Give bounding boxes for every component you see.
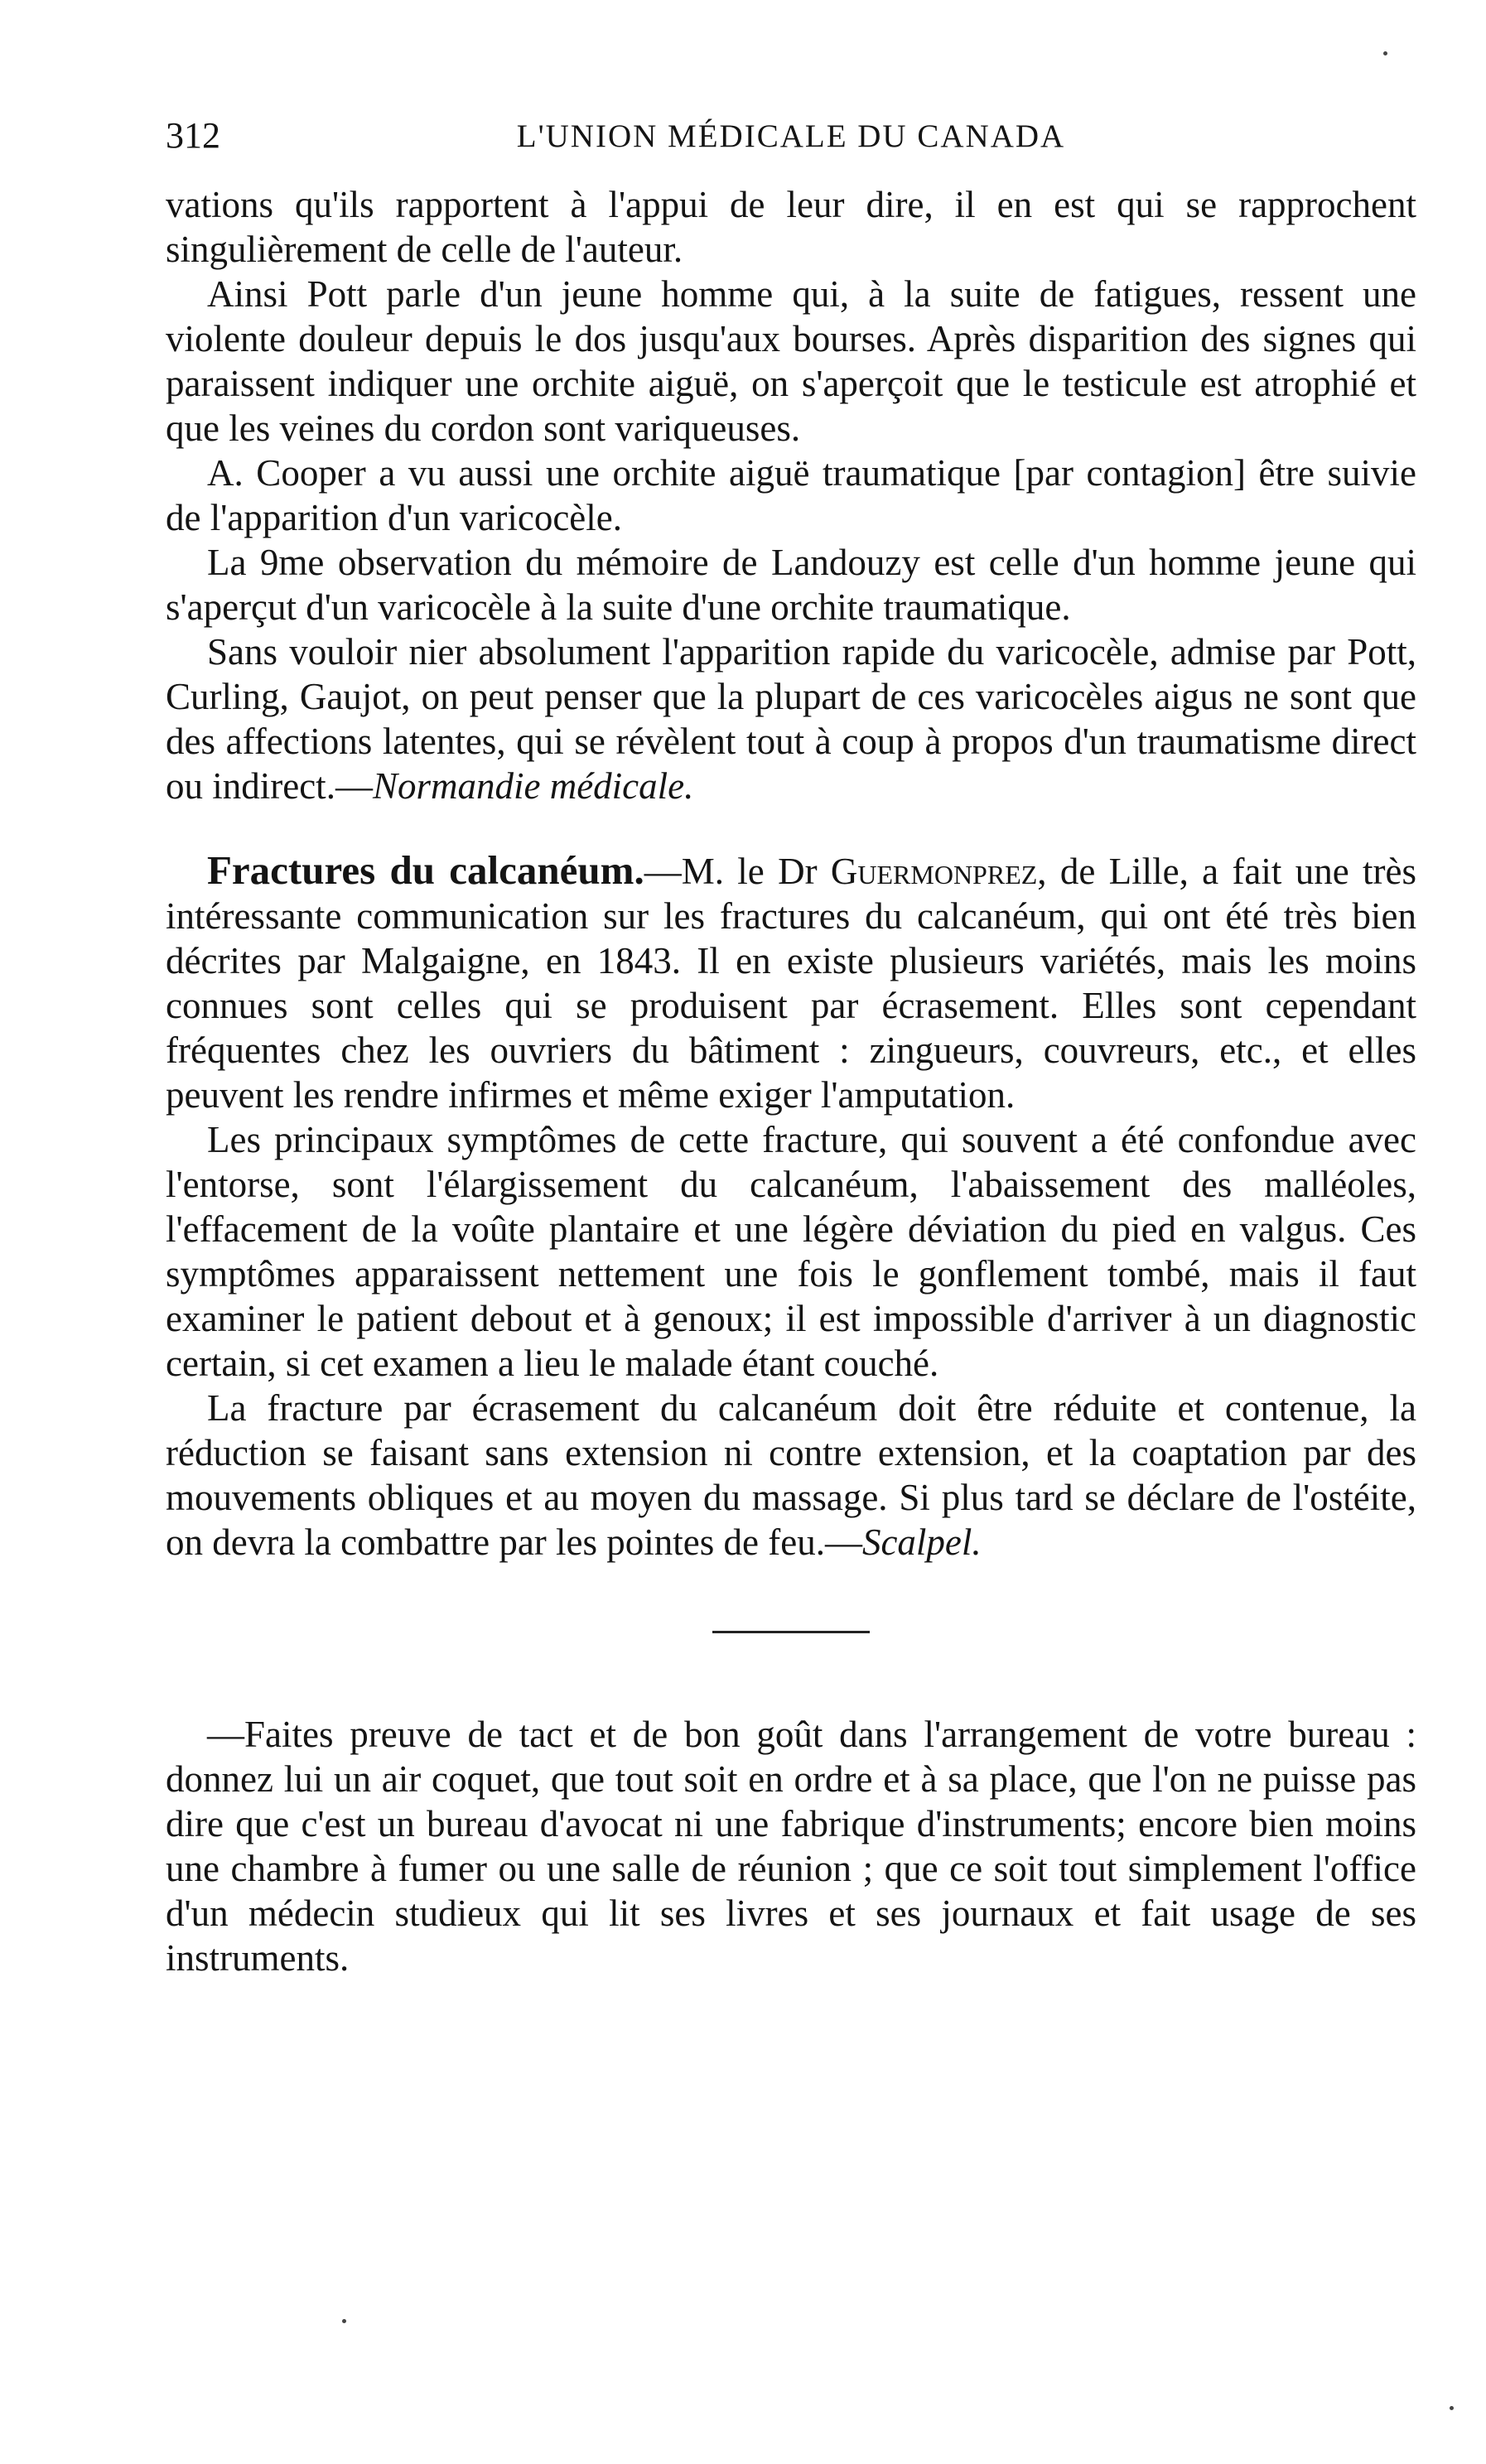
article-calcaneum-fractures [166,848,1416,1565]
author-name: Guermonprez [830,851,1038,892]
paragraph-text: —M. le Dr [644,851,831,892]
paragraph: Ainsi Pott parle d'un jeune homme qui, à la suite de fatigues, ressent une violente douleur depuis le dos jusqu'aux bourses. Après disparition des signes qui paraissent indiquer une orchite aiguë, on s'aperçoit que le testicule est atrophié et que les veines du cordon sont variqueuses. [166,273,1416,449]
paragraph: A. Cooper a vu aussi une orchite aiguë traumatique [par contagion] être suivie de l'apparition d'un varicocèle. [166,452,1416,538]
paragraph: vations qu'ils rapportent à l'appui de leur dire, il en est qui se rapprochent singulièrement de celle de l'auteur. [166,184,1416,270]
section-heading: Fractures du calcanéum. [207,847,644,893]
speck-mark [1383,51,1387,55]
note-block [166,1712,1416,1980]
paragraph-text: Sans vouloir nier absolument l'apparition rapide du varicocèle, admise par Pott, Curling, Gaujot, on peut penser que la plupart de ces varicocèles aigus ne sont que des affections latentes, qui se révèlent tout à coup à propos d'un traumatisme direct ou indirect.— [166,631,1416,807]
article-varicocele [166,182,1416,808]
paragraph: Les principaux symptômes de cette fracture, qui souvent a été confondue avec l'entorse, sont l'élargissement du calcanéum, l'abaissement des malléoles, l'effacement de la voûte plantaire et une légère déviation du pied en valgus. Ces symptômes apparaissent nettement une fois le gonflement tombé, mais il faut examiner le patient debout et à genoux; il est impossible d'arriver à un diagnostic certain, si cet examen a lieu le malade étant couché. [166,1119,1416,1384]
document-page [166,108,1416,1980]
paragraph-text: La fracture par écrasement du calcanéum doit être réduite et contenue, la réduction se faisant sans extension ni contre extension, et la coaptation par des mouvements obliques et au moyen du massage. Si plus tard se déclare de l'ostéite, on devra la combattre par les pointes de feu.— [166,1387,1416,1563]
paragraph-text: , de Lille, a fait une très intéressante communication sur les fractures du calcanéum, qui ont été très bien décrites par Malgaigne, en 1843. Il en existe plusieurs variétés, mais les moins connues sont celles qui se produisent par écrasement. Elles sont cependant fréquentes chez les ouvriers du bâtiment : zingueurs, couvreurs, etc., et elles peuvent les rendre infirmes et même exiger l'amputation. [166,851,1416,1116]
paragraph [166,1386,1416,1565]
paragraph [166,848,1416,1117]
page-number: 312 [166,115,220,156]
paragraph: La 9me observation du mémoire de Landouzy est celle d'un homme jeune qui s'aperçut d'un varicocèle à la suite d'une orchite traumatique. [166,542,1416,628]
paragraph: —Faites preuve de tact et de bon goût dans l'arrangement de votre bureau : donnez lui un air coquet, que tout soit en ordre et à sa place, que l'on ne puisse pas dire que c'est un bureau d'avocat ni une fabrique d'instruments; encore bien moins une chambre à fumer ou une salle de réunion ; que ce soit tout simplement l'office d'un médecin studieux qui lit ses livres et ses journaux et fait usage de ses instruments. [166,1714,1416,1979]
speck-mark [342,2319,346,2323]
page-header [166,108,1416,166]
paragraph [166,629,1416,808]
speck-mark [1450,2406,1454,2410]
source-citation: Scalpel. [861,1521,982,1563]
section-divider [712,1631,870,1633]
source-citation: Normandie médicale. [372,765,694,807]
section-spacer [166,808,1416,848]
running-title: L'UNION MÉDICALE DU CANADA [516,118,1066,154]
